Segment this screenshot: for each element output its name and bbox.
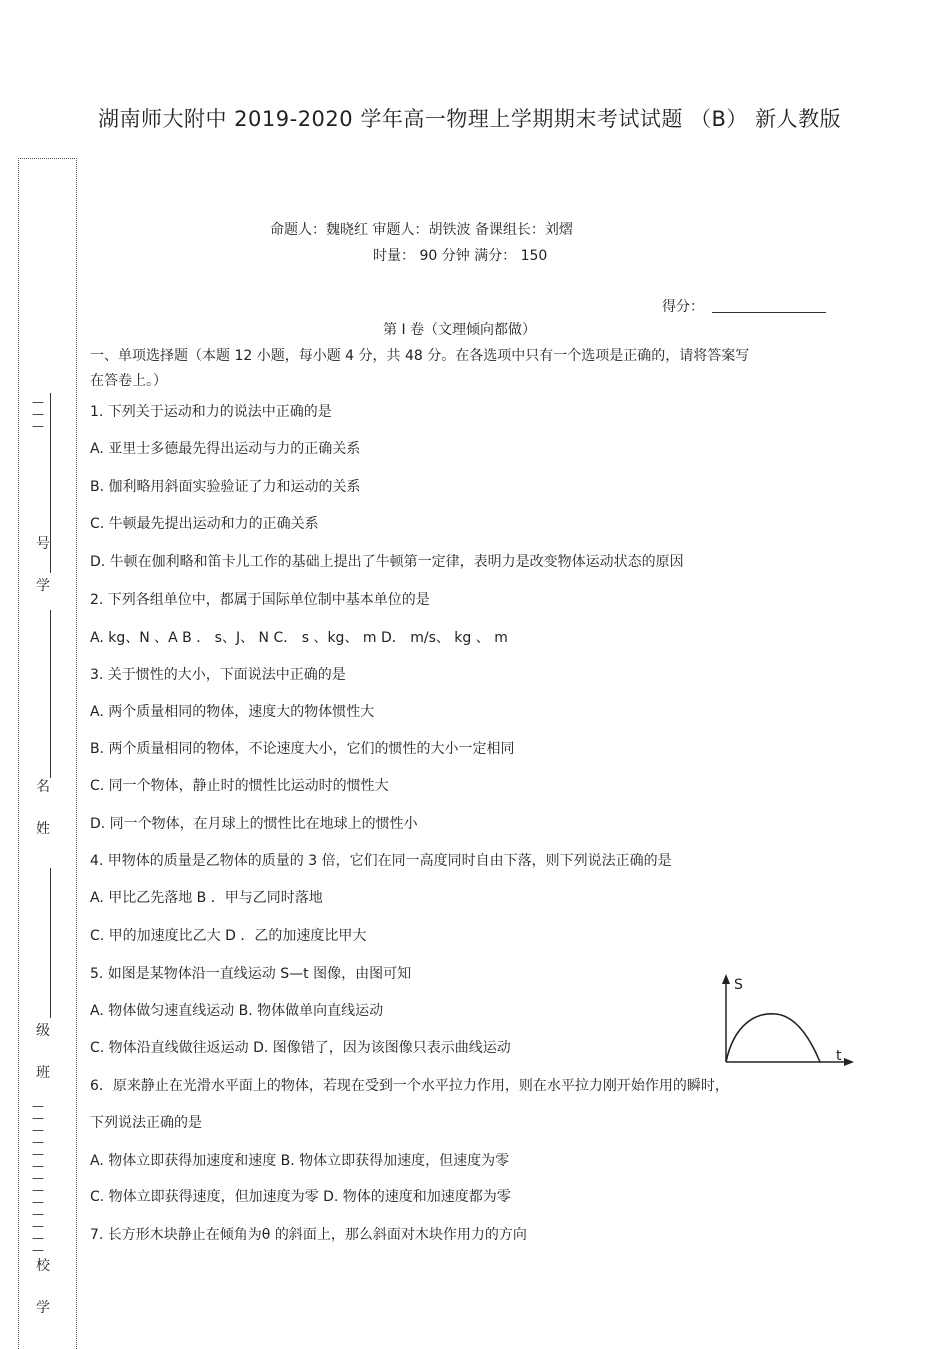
question-line: C. 物体沿直线做往返运动 D. 图像错了，因为该图像只表示曲线运动 — [90, 1040, 511, 1056]
x-axis-arrow — [844, 1058, 854, 1066]
question-line: 3. 关于惯性的大小，下面说法中正确的是 — [90, 667, 346, 683]
exam-time: 时量： 90 分钟 满分： 150 — [373, 248, 548, 264]
binding-char: 名 — [36, 779, 50, 795]
question-line: 1. 下列关于运动和力的说法中正确的是 — [90, 404, 332, 420]
s-t-graph — [712, 972, 860, 1076]
question-line: C. 同一个物体，静止时的惯性比运动时的惯性大 — [90, 778, 389, 794]
volume-heading: 第 I 卷（文理倾向都做） — [383, 322, 537, 338]
binding-char: 校 — [36, 1258, 50, 1274]
question-line: 6．原来静止在光滑水平面上的物体，若现在受到一个水平拉力作用，则在水平拉力刚开始作用的瞬时， — [90, 1078, 729, 1094]
binding-char: 班 — [36, 1065, 50, 1081]
page-title: 湖南师大附中 2019-2020 学年高一物理上学期期末考试试题 （B） 新人教版 — [98, 107, 842, 131]
score-label: 得分： — [662, 299, 704, 315]
binding-line — [50, 393, 51, 573]
section-instructions: 在答卷上。） — [90, 373, 167, 389]
question-line: 4. 甲物体的质量是乙物体的质量的 3 倍，它们在同一高度同时自由下落，则下列说法正确的是 — [90, 853, 672, 869]
binding-char: 姓 — [36, 821, 50, 837]
question-line: B. 两个质量相同的物体，不论速度大小，它们的惯性的大小一定相同 — [90, 741, 515, 757]
graph-curve — [726, 1014, 820, 1062]
question-line: D. 牛顿在伽利略和笛卡儿工作的基础上提出了牛顿第一定律，表明力是改变物体运动状态的原因 — [90, 554, 684, 570]
binding-char: 学 — [36, 1300, 50, 1316]
question-line: 下列说法正确的是 — [90, 1115, 202, 1131]
binding-margin — [18, 158, 77, 1349]
question-line: A. kg、N 、A B ． s、J、 N C． s 、kg、 m D． m/s、 kg 、 m — [90, 630, 508, 646]
question-line: 7. 长方形木块静止在倾角为θ 的斜面上，那么斜面对木块作用力的方向 — [90, 1227, 527, 1243]
question-line: 2. 下列各组单位中，都属于国际单位制中基本单位的是 — [90, 592, 430, 608]
binding-line — [50, 868, 51, 1018]
question-line: A. 两个质量相同的物体，速度大的物体惯性大 — [90, 704, 375, 720]
binding-char: 号 — [36, 536, 50, 552]
exam-authors: 命题人：魏晓红 审题人：胡铁波 备课组长：刘熠 — [270, 222, 573, 238]
question-line: A. 物体立即获得加速度和速度 B. 物体立即获得加速度，但速度为零 — [90, 1153, 510, 1169]
question-line: D. 同一个物体，在月球上的惯性比在地球上的惯性小 — [90, 816, 418, 832]
question-line: A. 甲比乙先落地 B ．甲与乙同时落地 — [90, 890, 323, 906]
x-axis-label: t — [836, 1048, 842, 1064]
score-blank — [712, 312, 826, 313]
question-line: 5. 如图是某物体沿一直线运动 S—t 图像，由图可知 — [90, 966, 412, 982]
binding-char: 级 — [36, 1023, 50, 1039]
y-axis-label: S — [734, 977, 743, 993]
section-instructions: 一、单项选择题（本题 12 小题，每小题 4 分，共 48 分。在各选项中只有一个选项是正确的，请将答案写 — [90, 348, 750, 364]
question-line: A. 亚里士多德最先得出运动与力的正确关系 — [90, 441, 361, 457]
question-line: C. 甲的加速度比乙大 D ．乙的加速度比甲大 — [90, 928, 367, 944]
binding-line — [50, 610, 51, 778]
question-line: C. 牛顿最先提出运动和力的正确关系 — [90, 516, 319, 532]
binding-char: 学 — [36, 578, 50, 594]
question-line: A. 物体做匀速直线运动 B. 物体做单向直线运动 — [90, 1003, 384, 1019]
binding-dashes-bottom: — — — — — — — — — — — — — — [32, 1099, 44, 1257]
question-line: B. 伽利略用斜面实验验证了力和运动的关系 — [90, 479, 361, 495]
y-axis-arrow — [722, 974, 730, 984]
binding-dashes-top: — — — — [32, 395, 44, 433]
question-line: C. 物体立即获得速度，但加速度为零 D. 物体的速度和加速度都为零 — [90, 1189, 511, 1205]
